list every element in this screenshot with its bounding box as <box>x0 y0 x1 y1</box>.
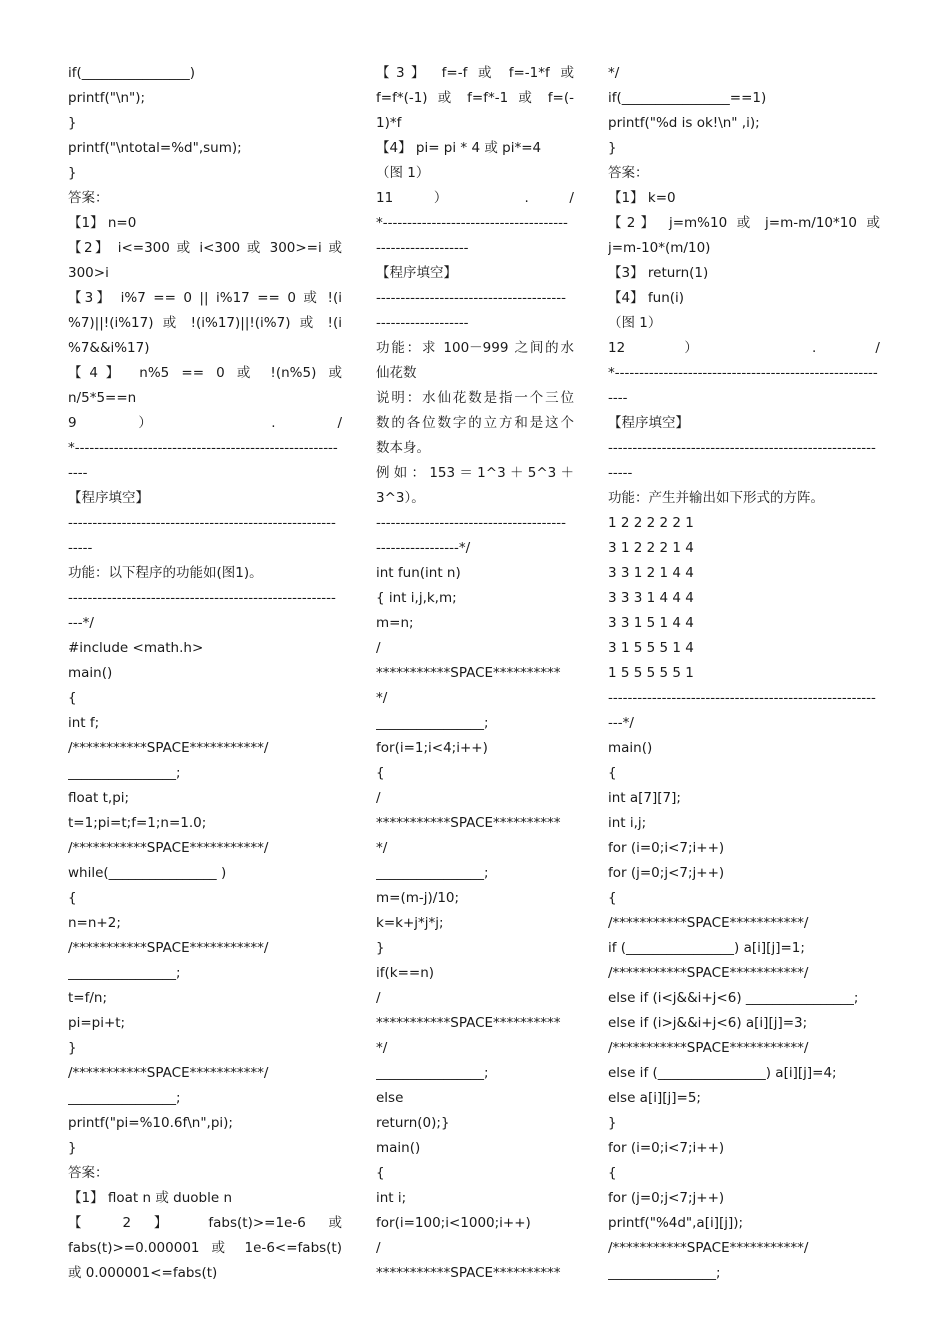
text-line: 3 1 2 2 2 1 4 <box>608 540 694 556</box>
text-line: */ <box>608 65 620 81</box>
text-line: for(i=1;i<4;i++) <box>376 740 488 756</box>
text-line: int fun(int n) <box>376 565 461 581</box>
text-line: else if (________________) a[i][j]=4; <box>608 1065 837 1081</box>
text-line: 1 5 5 5 5 5 1 <box>608 665 694 681</box>
text-line: ----- <box>68 540 93 556</box>
text-line: 【3】 return(1) <box>608 265 709 281</box>
text-line: ________________; <box>68 1090 181 1106</box>
text-line: 例如：153＝1^3＋5^3＋ <box>376 465 574 481</box>
text-line: n=n+2; <box>68 915 121 931</box>
text-line: int i,j; <box>608 815 647 831</box>
text-line: ________________; <box>376 865 489 881</box>
text-line: 说明：水仙花数是指一个三位 <box>376 390 574 406</box>
text-line: ---- <box>68 465 88 481</box>
text-line: 300>i <box>68 265 109 281</box>
text-line: main() <box>608 740 653 756</box>
text-line: else if (i<j&&i+j<6) ________________; <box>608 990 859 1006</box>
text-line: 【 2 】 fabs(t)>=1e-6 或 <box>68 1215 342 1231</box>
text-line: --------------------------------------- <box>376 290 566 306</box>
text-line: 答案： <box>68 190 109 206</box>
text-line: （图 1） <box>608 315 662 331</box>
text-line: 数的各位数字的立方和是这个 <box>376 415 574 431</box>
text-line: */ <box>376 840 388 856</box>
text-line: ***********SPACE********** <box>376 1015 561 1031</box>
text-line: /***********SPACE***********/ <box>68 840 269 856</box>
text-line: 【2】 j=m%10 或 j=m-m/10*10 或 <box>608 215 880 231</box>
text-line: ***********SPACE********** <box>376 1265 561 1281</box>
text-line: { <box>608 1165 617 1181</box>
text-line: 功能：产生并输出如下形式的方阵。 <box>608 490 824 506</box>
text-line: ***********SPACE********** <box>376 815 561 831</box>
text-line: } <box>608 140 617 156</box>
text-line: ________________; <box>68 965 181 981</box>
text-line: ----- <box>608 465 633 481</box>
text-line: /***********SPACE***********/ <box>608 915 809 931</box>
text-line: main() <box>376 1140 421 1156</box>
text-line: } <box>608 1115 617 1131</box>
text-line: } <box>68 1140 77 1156</box>
text-line: 【程序填空】 <box>376 265 457 281</box>
text-line: m=(m-j)/10; <box>376 890 460 906</box>
text-line: 【4】 pi= pi * 4 或 pi*=4 <box>376 140 542 156</box>
text-line: ------------------------------------------------------- <box>608 440 876 456</box>
text-line: 【程序填空】 <box>608 415 689 431</box>
text-line: / <box>376 1240 381 1256</box>
text-line: { <box>376 1165 385 1181</box>
text-line: ------------------- <box>376 315 469 331</box>
column-right <box>608 61 880 1286</box>
text-line: 答案： <box>608 165 649 181</box>
text-line: /***********SPACE***********/ <box>68 940 269 956</box>
text-line: /***********SPACE***********/ <box>608 965 809 981</box>
text-line: } <box>68 115 77 131</box>
text-line: if(________________==1) <box>608 90 767 106</box>
text-line: 【3】 i%7 == 0 || i%17 == 0 或 !(i <box>68 290 342 306</box>
column-middle <box>376 61 574 1286</box>
text-line: /***********SPACE***********/ <box>68 740 269 756</box>
text-line: ________________; <box>608 1265 721 1281</box>
text-line: int f; <box>68 715 100 731</box>
text-line: 3 1 5 5 5 1 4 <box>608 640 694 656</box>
text-line: 3 3 1 5 1 4 4 <box>608 615 694 631</box>
text-line: 【2】 i<=300 或 i<300 或 300>=i 或 <box>68 240 342 256</box>
text-line: } <box>376 940 385 956</box>
text-line: ________________; <box>376 1065 489 1081</box>
text-line: ---*/ <box>68 615 94 631</box>
text-line: ________________; <box>376 715 489 731</box>
text-line: 功能：求 100－999 之间的水 <box>376 340 574 356</box>
text-line: 3 3 3 1 4 4 4 <box>608 590 694 606</box>
text-line: 功能：以下程序的功能如(图1)。 <box>68 565 263 581</box>
text-line: k=k+j*j*j; <box>376 915 444 931</box>
text-line: */ <box>376 1040 388 1056</box>
text-line: #include <math.h> <box>68 640 204 656</box>
text-line: f=f*(-1) 或 f=f*-1 或 f=(- <box>376 90 574 106</box>
text-line: 9 ） . / <box>68 415 342 431</box>
text-line: if(k==n) <box>376 965 435 981</box>
text-line: 11 ） . / <box>376 190 574 206</box>
text-line: int a[7][7]; <box>608 790 681 806</box>
text-line: printf("%4d",a[i][j]); <box>608 1215 744 1231</box>
text-line: else a[i][j]=5; <box>608 1090 701 1106</box>
text-line: ------------------------------------------------------- <box>68 515 336 531</box>
text-line: } <box>68 1040 77 1056</box>
text-line: { <box>608 765 617 781</box>
text-line: printf("\n"); <box>68 90 146 106</box>
text-line: ------------------- <box>376 240 469 256</box>
text-line: *------------------------------------------------------ <box>608 365 878 381</box>
text-line: t=1;pi=t;f=1;n=1.0; <box>68 815 207 831</box>
text-line: 仙花数 <box>376 365 417 381</box>
text-line: return(0);} <box>376 1115 450 1131</box>
text-line: { <box>608 890 617 906</box>
text-line: for(i=100;i<1000;i++) <box>376 1215 531 1231</box>
text-line: ________________; <box>68 765 181 781</box>
text-line: -----------------*/ <box>376 540 471 556</box>
text-line: 12 ） . / <box>608 340 880 356</box>
text-line: --------------------------------------- <box>376 515 566 531</box>
text-line: if (________________) a[i][j]=1; <box>608 940 805 956</box>
text-line: pi=pi+t; <box>68 1015 126 1031</box>
text-line: else if (i>j&&i+j<6) a[i][j]=3; <box>608 1015 808 1031</box>
text-line: ------------------------------------------------------- <box>68 590 336 606</box>
text-line: 【4】 fun(i) <box>608 290 685 306</box>
text-line: / <box>376 640 381 656</box>
text-line: { <box>376 765 385 781</box>
text-line: %7&&i%17) <box>68 340 150 356</box>
text-line: 【1】 n=0 <box>68 215 137 231</box>
text-line: / <box>376 990 381 1006</box>
text-line: 【程序填空】 <box>68 490 149 506</box>
text-line: main() <box>68 665 113 681</box>
text-line: { <box>68 890 77 906</box>
text-line: ---*/ <box>608 715 634 731</box>
text-line: float t,pi; <box>68 790 130 806</box>
text-line: while(________________ ) <box>68 865 227 881</box>
text-line: j=m-10*(m/10) <box>608 240 711 256</box>
text-line: for (i=0;i<7;i++) <box>608 840 725 856</box>
text-line: fabs(t)>=0.000001 或 1e-6<=fabs(t) <box>68 1240 342 1256</box>
text-line: 3 3 1 2 1 4 4 <box>608 565 694 581</box>
text-line: ***********SPACE********** <box>376 665 561 681</box>
text-line: n/5*5==n <box>68 390 137 406</box>
text-line: ---- <box>608 390 628 406</box>
text-line: 3^3）。 <box>376 490 425 506</box>
text-line: / <box>376 790 381 806</box>
text-line: 【1】 float n 或 duoble n <box>68 1190 232 1206</box>
text-line: if(________________) <box>68 65 196 81</box>
text-line: /***********SPACE***********/ <box>608 1040 809 1056</box>
text-line: for (j=0;j<7;j++) <box>608 865 725 881</box>
text-line: for (i=0;i<7;i++) <box>608 1140 725 1156</box>
text-line: 【3】 f=-f 或 f=-1*f 或 <box>376 65 574 81</box>
text-line: 答案： <box>68 1165 109 1181</box>
text-line: printf("pi=%10.6f\n",pi); <box>68 1115 233 1131</box>
text-line: else <box>376 1090 404 1106</box>
text-line: int i; <box>376 1190 407 1206</box>
text-line: } <box>68 165 77 181</box>
text-line: m=n; <box>376 615 414 631</box>
text-line: printf("\ntotal=%d",sum); <box>68 140 242 156</box>
text-line: *------------------------------------------------------ <box>68 440 338 456</box>
text-line: */ <box>376 690 388 706</box>
text-line: /***********SPACE***********/ <box>608 1240 809 1256</box>
text-line: %7)||!(i%17) 或 !(i%17)||!(i%7) 或 !(i <box>68 315 342 331</box>
text-line: 1)*f <box>376 115 402 131</box>
text-line: for (j=0;j<7;j++) <box>608 1190 725 1206</box>
text-line: t=f/n; <box>68 990 108 1006</box>
text-line: 【4】 n%5 == 0 或 !(n%5) 或 <box>68 365 342 381</box>
text-line: { int i,j,k,m; <box>376 590 457 606</box>
text-line: 1 2 2 2 2 2 1 <box>608 515 694 531</box>
text-line: 【1】 k=0 <box>608 190 676 206</box>
text-line: *-------------------------------------- <box>376 215 568 231</box>
text-line: ------------------------------------------------------- <box>608 690 876 706</box>
text-line: 或 0.000001<=fabs(t) <box>68 1265 218 1281</box>
text-line: printf("%d is ok!\n" ,i); <box>608 115 760 131</box>
text-line: 数本身。 <box>376 440 430 456</box>
text-line: （图 1） <box>376 165 430 181</box>
column-left <box>68 61 342 1286</box>
text-line: { <box>68 690 77 706</box>
text-line: /***********SPACE***********/ <box>68 1065 269 1081</box>
